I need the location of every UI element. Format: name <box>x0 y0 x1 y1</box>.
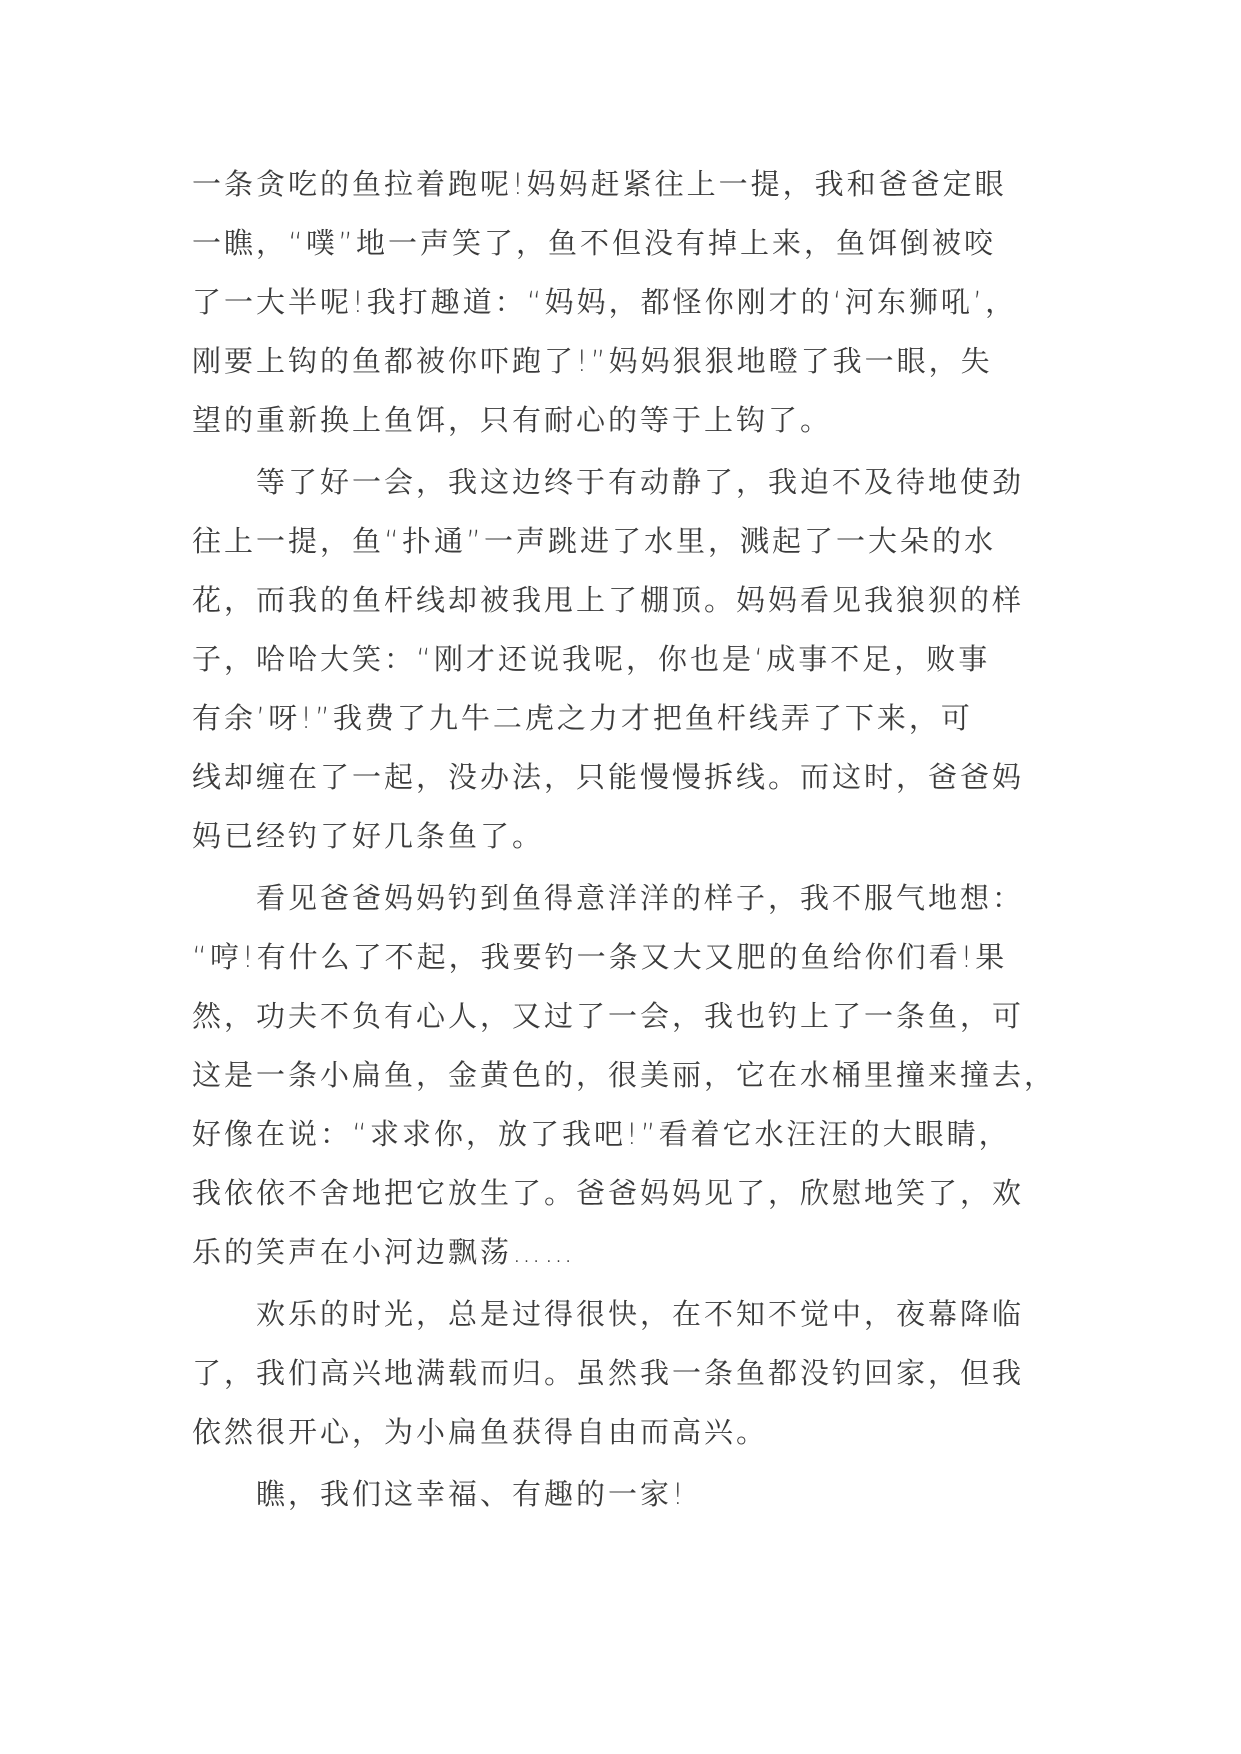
text-line: 依然很开心，为小扁鱼获得自由而高兴。 <box>192 1415 769 1449</box>
essay-body <box>192 155 1067 1524</box>
paragraph-first-line: 等了好一会，我这边终于有动静了，我迫不及待地使劲 <box>256 465 1025 499</box>
text-line: 妈已经钓了好几条鱼了。 <box>192 819 545 853</box>
text-line: 一条贪吃的鱼拉着跑呢!妈妈赶紧往上一提，我和爸爸定眼 <box>192 167 1007 201</box>
text-line: 刚要上钩的鱼都被你吓跑了!”妈妈狠狠地瞪了我一眼，失 <box>192 344 993 378</box>
text-line: 好像在说：“求求你，放了我吧!”看着它水汪汪的大眼睛， <box>192 1117 1011 1151</box>
text-line: 乐的笑声在小河边飘荡…… <box>192 1235 577 1269</box>
text-line: 往上一提，鱼“扑通”一声跳进了水里，溅起了一大朵的水 <box>192 524 997 558</box>
text-line: 花，而我的鱼杆线却被我甩上了棚顶。妈妈看见我狼狈的样 <box>192 583 1025 617</box>
text-line: 这是一条小扁鱼，金黄色的，很美丽，它在水桶里撞来撞去， <box>192 1058 1057 1092</box>
text-line: 有余’呀!”我费了九牛二虎之力才把鱼杆线弄了下来，可 <box>192 701 973 735</box>
text-line: 我依依不舍地把它放生了。爸爸妈妈见了，欣慰地笑了，欢 <box>192 1176 1025 1210</box>
text-line: 线却缠在了一起，没办法，只能慢慢拆线。而这时，爸爸妈 <box>192 760 1025 794</box>
text-line: 一瞧，“噗”地一声笑了，鱼不但没有掉上来，鱼饵倒被咬 <box>192 226 997 260</box>
text-line: 子，哈哈大笑：“刚才还说我呢，你也是‘成事不足，败事 <box>192 642 991 676</box>
text-line: 望的重新换上鱼饵，只有耐心的等于上钩了。 <box>192 403 833 437</box>
text-line: 了一大半呢!我打趣道：“妈妈，都怪你刚才的‘河东狮吼’， <box>192 285 1018 319</box>
text-line: 了，我们高兴地满载而归。虽然我一条鱼都没钓回家，但我 <box>192 1356 1025 1390</box>
text-line: 然，功夫不负有心人，又过了一会，我也钓上了一条鱼，可 <box>192 999 1025 1033</box>
paragraph-first-line: 看见爸爸妈妈钓到鱼得意洋洋的样子，我不服气地想： <box>256 881 1025 915</box>
paragraph-first-line: 瞧，我们这幸福、有趣的一家! <box>256 1477 687 1511</box>
text-line: “哼!有什么了不起，我要钓一条又大又肥的鱼给你们看!果 <box>192 940 1008 974</box>
paragraph-first-line: 欢乐的时光，总是过得很快，在不知不觉中，夜幕降临 <box>256 1297 1025 1331</box>
